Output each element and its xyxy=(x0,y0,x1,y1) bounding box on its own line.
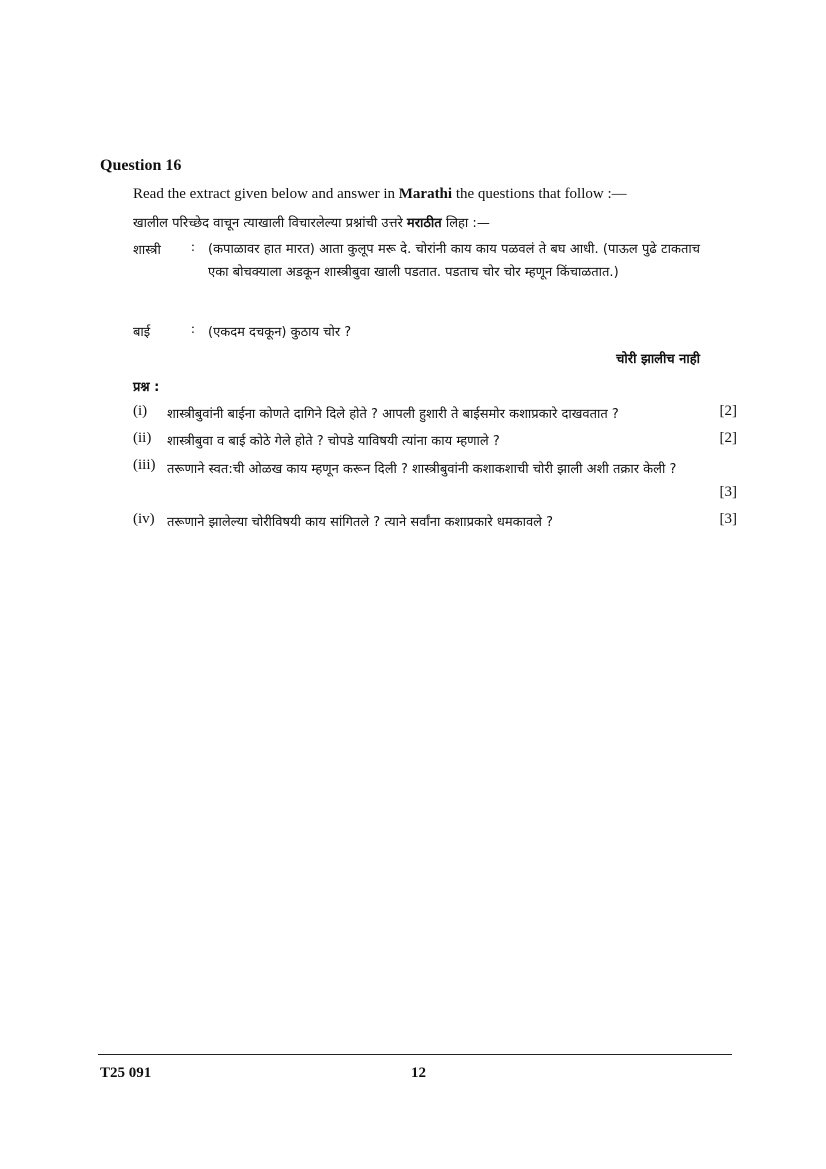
speaker-text-shastri: (कपाळावर हात मारत) आता कुलूप मरू दे. चोरांनी काय काय पळवलं ते बघ आधी. (पाऊल पुढे टाकताच एका बोचक्याला अडकून शास्त्रीबुवा खाली पडतात. पडताच चोर चोर म्हणून किंचाळतात.) xyxy=(208,242,700,280)
speaker-text-bai: (एकदम दचकून) कुठाय चोर ? xyxy=(208,325,352,340)
question-text: तरूणाने झालेल्या चोरीविषयी काय सांगितले ? त्याने सर्वांना कशाप्रकारे धमकावले ? xyxy=(167,515,554,530)
question-text: शास्त्रीबुवांनी बाईना कोणते दागिने दिले होते ? आपली हुशारी ते बाईसमोर कशाप्रकारे दाखवतात ? xyxy=(167,407,619,422)
question-marks: [2] xyxy=(719,403,737,419)
instruction-english-text: Read the extract given below and answer in xyxy=(133,186,399,202)
instruction-english xyxy=(133,186,627,203)
question-number: (ii) xyxy=(133,430,152,446)
instruction-english-bold: Marathi xyxy=(398,186,453,202)
footer-code: T25 091 xyxy=(100,1065,152,1081)
instruction-marathi-tail: लिहा :— xyxy=(441,216,490,231)
question-marks: [3] xyxy=(719,484,737,500)
question-heading: Question 16 xyxy=(100,157,182,174)
speaker-label-bai: बाई xyxy=(133,325,151,340)
question-text: तरूणाने स्वत:ची ओळख काय म्हणून करून दिली ? शास्त्रीबुवांनी कशाकशाची चोरी झाली अशी तक्रार केली ? xyxy=(167,462,677,477)
speaker-colon: : xyxy=(191,322,195,337)
extract-source: चोरी झालीच नाही xyxy=(616,352,700,367)
question-marks: [3] xyxy=(719,511,737,527)
instruction-english-tail: the questions that follow :— xyxy=(452,186,627,202)
question-number: (iii) xyxy=(133,457,156,473)
question-marks: [2] xyxy=(719,430,737,446)
question-text: शास्त्रीबुवा व बाई कोठे गेले होते ? चोपडे याविषयी त्यांना काय म्हणाले ? xyxy=(167,434,500,449)
footer-divider xyxy=(98,1054,732,1055)
instruction-marathi xyxy=(133,213,490,231)
page-number: 12 xyxy=(411,1065,426,1081)
questions-label: प्रश्न : xyxy=(133,380,160,395)
question-number: (iv) xyxy=(133,511,155,527)
speaker-label-shastri: शास्त्री xyxy=(133,243,161,258)
question-number: (i) xyxy=(133,403,148,419)
speaker-colon: : xyxy=(191,240,195,255)
instruction-marathi-bold: मराठीत xyxy=(406,216,442,231)
instruction-marathi-text: खालील परिच्छेद वाचून त्याखाली विचारलेल्या प्रश्नांची उत्तरे xyxy=(133,216,407,231)
